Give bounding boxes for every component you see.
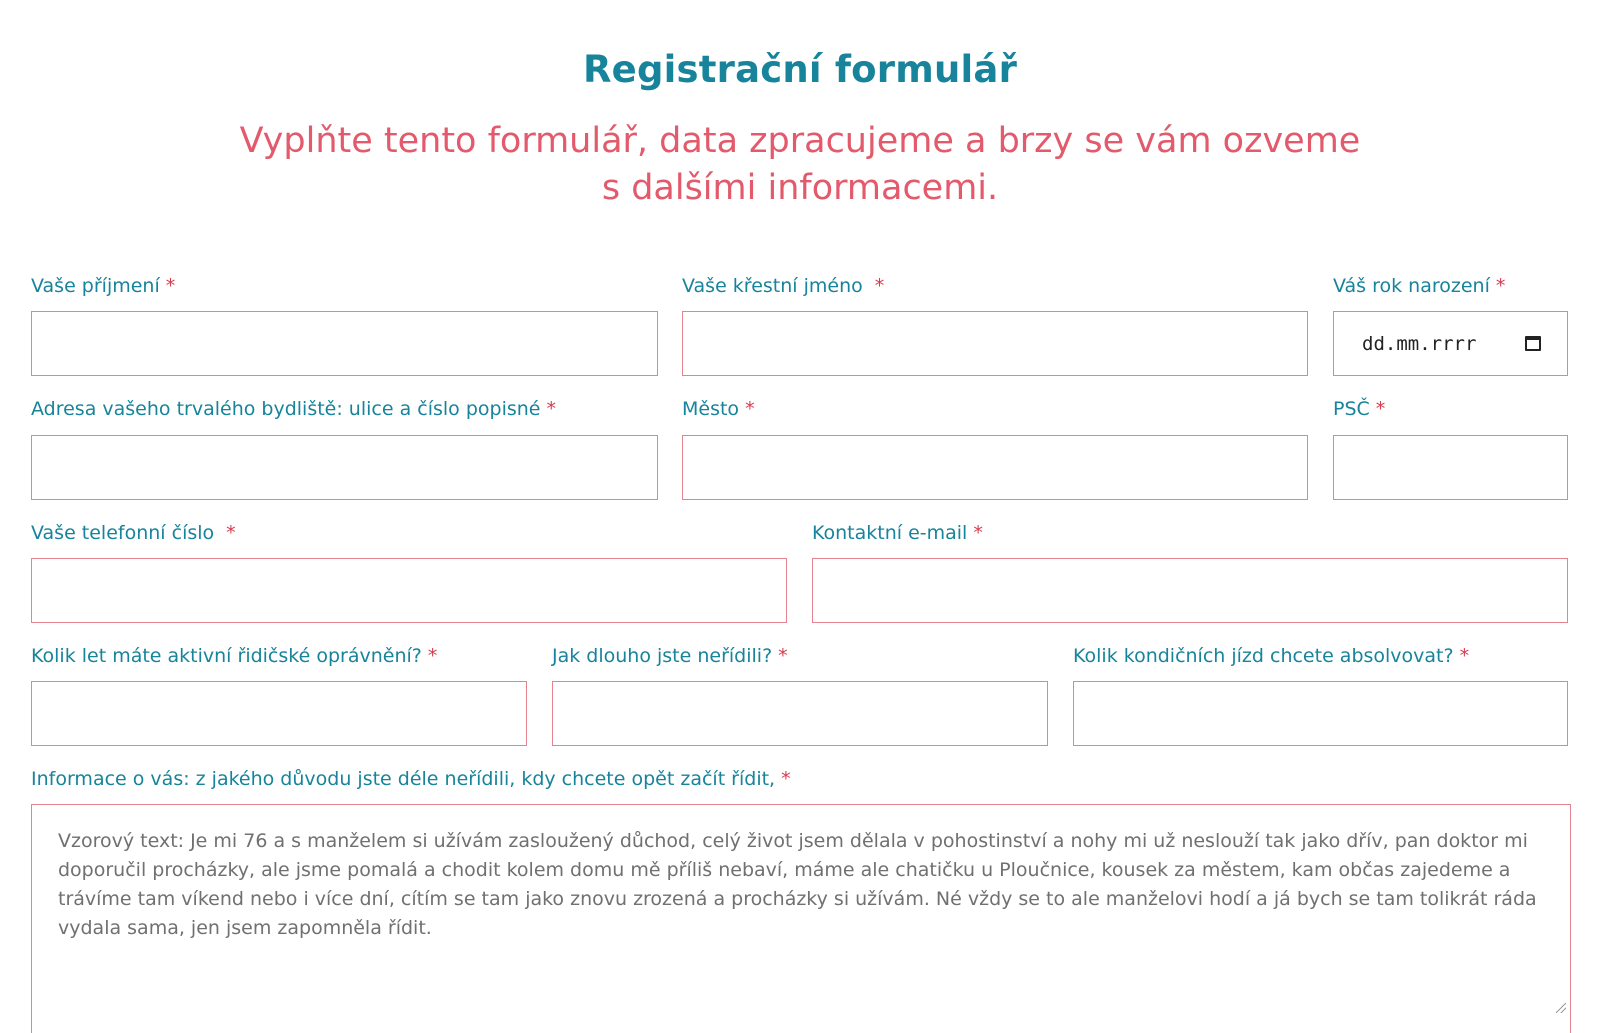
not-driving-label: Jak dlouho jste neřídili? * xyxy=(552,645,788,667)
required-mark: * xyxy=(778,645,788,667)
city-label: Město * xyxy=(682,398,755,420)
required-mark: * xyxy=(973,522,983,544)
required-mark: * xyxy=(745,398,755,420)
required-mark: * xyxy=(165,275,176,297)
not-driving-input[interactable] xyxy=(552,681,1048,746)
about-textarea[interactable] xyxy=(31,804,1571,1033)
subtitle-line-1: Vyplňte tento formulář, data zpracujeme a brzy se vám ozveme xyxy=(239,121,1361,161)
about-placeholder: Vzorový text: Je mi 76 a s manželem si užívám zasloužený důchod, celý život jsem dělala v pohostinství a nohy mi už neslouží tak jako dřív, pan doktor mi doporučil procházky, ale jsme pomalá a chodit kolem domu mě příliš nebaví, máme ale chatičku u Ploučnice, kousek za městem, kam občas zajedeme a trávíme tam víkend nebo i více dní, cítím se tam jako znovu zrozená a procházky si užívám. Né vždy se to ale manželovi hodí a já bych se tam tolikrát ráda vydala sama, jen jsem zapomněla řídit. xyxy=(58,830,1537,939)
required-mark: * xyxy=(226,522,236,544)
required-mark: * xyxy=(781,768,791,790)
lessons-label: Kolik kondičních jízd chcete absolvovat? * xyxy=(1073,645,1470,667)
birth-date-label: Váš rok narození * xyxy=(1333,275,1506,297)
phone-label: Vaše telefonní číslo * xyxy=(31,522,236,544)
first-name-label: Vaše křestní jméno * xyxy=(682,275,885,297)
required-mark: * xyxy=(874,275,885,297)
first-name-input[interactable] xyxy=(682,311,1308,376)
birth-date-input[interactable] xyxy=(1333,311,1568,376)
phone-input[interactable] xyxy=(31,558,787,623)
required-mark: * xyxy=(1375,398,1386,420)
calendar-icon[interactable] xyxy=(1525,336,1541,351)
surname-input[interactable] xyxy=(31,311,658,376)
required-mark: * xyxy=(546,398,556,420)
lessons-input[interactable] xyxy=(1073,681,1568,746)
resize-handle-icon[interactable] xyxy=(1556,1003,1566,1013)
license-years-input[interactable] xyxy=(31,681,527,746)
email-input[interactable] xyxy=(812,558,1568,623)
city-input[interactable] xyxy=(682,435,1308,500)
birth-date-placeholder: dd.mm.rrrr xyxy=(1362,332,1477,355)
form-subtitle xyxy=(200,118,1400,212)
surname-label: Vaše příjmení * xyxy=(31,275,176,297)
license-years-label: Kolik let máte aktivní řidičské oprávnění? * xyxy=(31,645,438,667)
email-label: Kontaktní e-mail * xyxy=(812,522,983,544)
address-label: Adresa vašeho trvalého bydliště: ulice a číslo popisné * xyxy=(31,398,556,420)
zip-label: PSČ * xyxy=(1333,398,1386,420)
zip-input[interactable] xyxy=(1333,435,1568,500)
address-input[interactable] xyxy=(31,435,658,500)
required-mark: * xyxy=(1495,275,1506,297)
about-label: Informace o vás: z jakého důvodu jste déle neřídili, kdy chcete opět začít řídit, * xyxy=(31,768,791,790)
required-mark: * xyxy=(427,645,438,667)
form-title: Registrační formulář xyxy=(582,48,1018,91)
required-mark: * xyxy=(1459,645,1470,667)
subtitle-line-2: s dalšími informacemi. xyxy=(601,168,999,208)
